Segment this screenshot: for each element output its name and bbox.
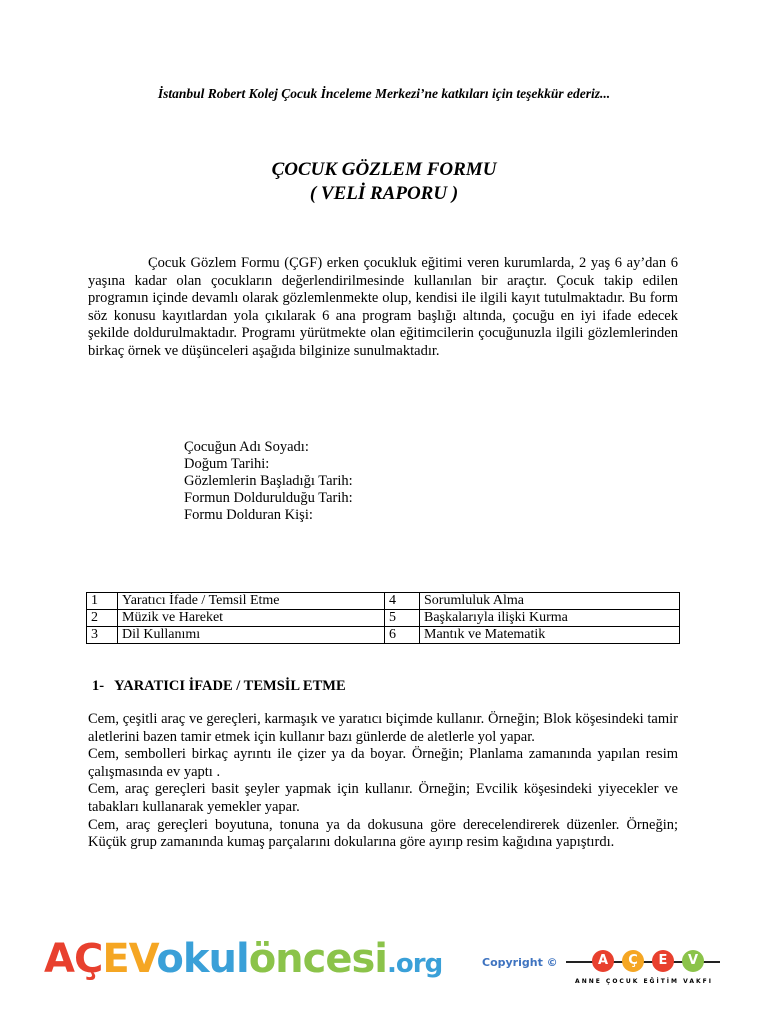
acev-letter: Ç (622, 950, 644, 972)
field-child-name: Çocuğun Adı Soyadı: (184, 439, 309, 455)
logo-part: EV (102, 936, 157, 982)
acev-logo (566, 950, 722, 992)
form-title (0, 158, 768, 206)
child-info-fields (184, 439, 353, 524)
program-table (86, 592, 680, 644)
logo-part: okul (156, 936, 249, 982)
form-title-main: ÇOCUK GÖZLEM FORMU (271, 159, 497, 180)
acev-letter: E (652, 950, 674, 972)
observation-paragraph: Cem, araç gereçleri basit şeyler yapmak için kullanır. Örneğin; Evcilik köşesindeki yiyecekler ve tabakları kullanarak yemekler yapar. (88, 781, 678, 815)
logo-part: .org (387, 949, 443, 979)
logo-part: AÇ (44, 936, 103, 982)
table-cell: Başkalarıyla ilişki Kurma (420, 610, 680, 627)
table-cell: Mantık ve Matematik (420, 627, 680, 644)
observation-paragraph: Cem, araç gereçleri boyutuna, tonuna ya da dokusuna göre derecelendirerek düzenler. Örneğin; Küçük grup zamanında kumaş parçalarını dokularına göre ayırıp resim kağıdına yapıştırdı. (88, 816, 678, 851)
acev-letter: A (592, 950, 614, 972)
logo-part: öncesi (248, 936, 388, 982)
acev-tagline: ANNE ÇOCUK EĞİTİM VAKFI (575, 978, 713, 985)
intro-paragraph: Çocuk Gözlem Formu (ÇGF) erken çocukluk eğitimi veren kurumlarda, 2 yaş 6 ay’dan 6 yaşına kadar olan çocukların değerlendirilmesinde kullanılan bir araçtır. Çocuk takip edilen programın içinde devamlı olarak gözlemlenmekte olup, kendisi ile ilgili kayıt tutulmaktadır. Bu form söz konusu kayıtlardan yola çıkılarak 6 ana program başlığı altında, çocuğu en iyi ifade edecek şekilde doldurulmaktadır. Programı yürütmekte olan eğitimcilerin çocuğunuzla ilgili gözlemlerinden birkaç örnek ve düşünceleri aşağıda bilginize sunulmaktadır. (88, 255, 678, 359)
table-cell: 4 (385, 593, 420, 610)
observation-paragraph: Cem, çeşitli araç ve gereçleri, karmaşık ve yaratıcı biçimde kullanır. Örneğin; Blok köşesindeki tamir aletlerini bazen tamir etmek için kullanır bazı günlerde de aletlerle yol yapar. (88, 711, 678, 745)
table-cell: Yaratıcı İfade / Temsil Etme (118, 593, 385, 610)
section-title: YARATICI İFADE / TEMSİL ETME (114, 678, 346, 694)
table-cell: Dil Kullanımı (118, 627, 385, 644)
section-number: 1- (92, 678, 105, 694)
observation-paragraph: Cem, sembolleri birkaç ayrıntı ile çizer ya da boyar. Örneğin; Planlama zamanında yapılan resim çalışmasında ev yaptı . (88, 746, 678, 780)
acevokuloncesi-logo (44, 936, 442, 982)
table-cell: 3 (87, 627, 118, 644)
acev-letters (592, 950, 712, 972)
field-form-date: Formun Doldurulduğu Tarih: (184, 490, 353, 506)
acev-letter: V (682, 950, 704, 972)
form-title-sub: ( VELİ RAPORU ) (309, 183, 459, 204)
field-birth-date: Doğum Tarihi: (184, 456, 270, 472)
table-row (87, 627, 680, 644)
acknowledgement: İstanbul Robert Kolej Çocuk İnceleme Merkezi’ne katkıları için teşekkür ederiz... (157, 86, 611, 101)
table-row (87, 610, 680, 627)
table-cell: 5 (385, 610, 420, 627)
table-cell: Sorumluluk Alma (420, 593, 680, 610)
table-cell: 1 (87, 593, 118, 610)
section-body (88, 711, 678, 852)
table-cell: 2 (87, 610, 118, 627)
field-filled-by: Formu Dolduran Kişi: (184, 507, 313, 523)
table-cell: 6 (385, 627, 420, 644)
section-heading (92, 678, 346, 695)
copyright-label: Copyright © (482, 956, 558, 969)
table-row (87, 593, 680, 610)
table-cell: Müzik ve Hareket (118, 610, 385, 627)
field-observation-start: Gözlemlerin Başladığı Tarih: (184, 473, 353, 489)
